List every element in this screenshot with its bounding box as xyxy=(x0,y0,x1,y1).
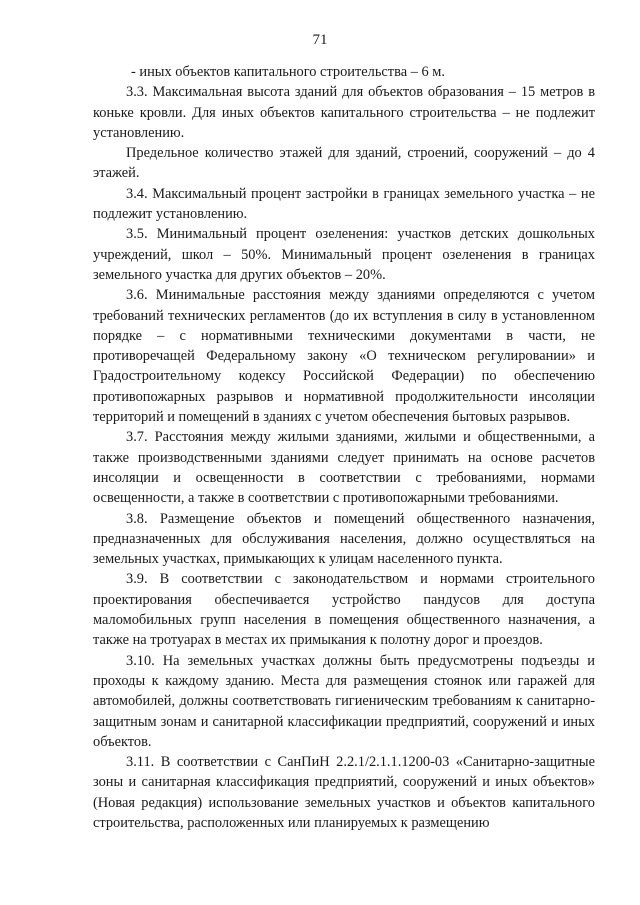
paragraph-3-7-distances-residential: 3.7. Расстояния между жилыми зданиями, жилыми и общественными, а также производственными зданиями следует принимать на основе расчетов инсоляции и освещенности в соответствии с требованиями, нормами освещенности, а также в соответствии с противопожарными требованиями. xyxy=(93,429,595,507)
paragraph-3-8-public-objects: 3.8. Размещение объектов и помещений общественного назначения, предназначенных для обслуживания населения, должно осуществляться на земельных участках, примыкающих к улицам населенного пункта. xyxy=(93,510,595,568)
paragraph-list-item-height-other: - иных объектов капитального строительства – 6 м. xyxy=(131,64,445,80)
paragraph-3-10-access-parking: 3.10. На земельных участках должны быть предусмотрены подъезды и проходы к каждому зданию. Места для размещения стоянок или гаражей для автомобилей, должны соответствовать гигиеническим требованиям к санитарно-защитным зонам и санитарной классификации предприятий, сооружений и иных объектов. xyxy=(93,652,595,750)
paragraph-3-5-min-landscaping: 3.5. Минимальный процент озеленения: участков детских дошкольных учреждений, школ – 50%. Минимальный процент озеленения в границах земельного участка для других объектов – 20%. xyxy=(93,226,595,283)
paragraph-3-3-max-height: 3.3. Максимальная высота зданий для объектов образования – 15 метров в коньке кровли. Для иных объектов капитального строительства – не подлежит установлению. xyxy=(93,84,595,141)
paragraph-3-6-min-distances: 3.6. Минимальные расстояния между зданиями определяются с учетом требований технических регламентов (до их вступления в силу в установленном порядке – с нормативными техническими документами в части, не противоречащей Федеральному закону «О техническом регулировании» и Градостроительному кодексу Российской Федерации) по обеспечению противопожарных разрывов и нормативной продолжительности инсоляции территорий и помещений в зданиях с учетом обеспечения бытовых разрывов. xyxy=(93,287,595,426)
paragraph-3-9-ramps: 3.9. В соответствии с законодательством и нормами строительного проектирования обеспечивается устройство пандусов для доступа маломобильных групп населения в помещения общественного назначения, а также на тротуарах в местах их примыкания к полотну дорог и проездов. xyxy=(93,571,595,649)
paragraph-3-4-max-build-percent: 3.4. Максимальный процент застройки в границах земельного участка – не подлежит установлению. xyxy=(93,185,595,223)
paragraph-max-floors: Предельное количество этажей для зданий, строений, сооружений – до 4 этажей. xyxy=(93,145,595,182)
page-number: 71 xyxy=(312,32,328,48)
paragraph-3-11-sanpin: 3.11. В соответствии с СанПиН 2.2.1/2.1.1.1200-03 «Санитарно-защитные зоны и санитарная классификация предприятий, сооружений и иных объектов» (Новая редакция) использование земельных участков и объектов капитального строительства, расположенных или планируемых к размещению xyxy=(93,754,595,831)
document-body xyxy=(93,62,595,833)
